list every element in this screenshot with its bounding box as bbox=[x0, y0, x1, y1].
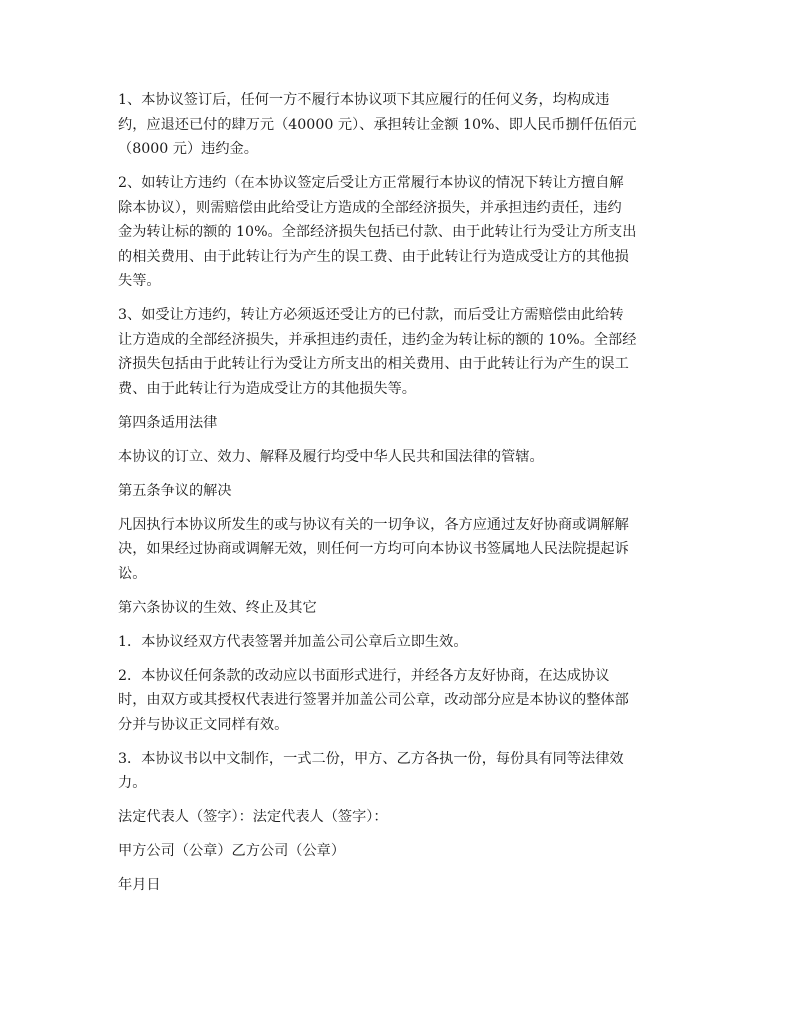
article-6-item-2: 2．本协议任何条款的改动应以书面形式进行，并经各方友好协商，在达成协议 时，由双方或其授权代表进行签署并加盖公司公章，改动部分应是本协议的整体部 分并与协议正文同样有效。 bbox=[118, 667, 629, 733]
clause-transferor-breach: 2、如转让方违约（在本协议签定后受让方正常履行本协议的情况下转让方擅自解 除本协议），则需赔偿由此给受让方造成的全部经济损失，并承担违约责任，违约 金为转让标的额的 10%。全部经济损失包括已付款、由于此转让行为受让方所支出 的相关费用、由于此转让行为产生的误工费、由于此转让行为造成受让方的其他损 失等。 bbox=[118, 175, 637, 289]
article-4-heading: 第四条适用法律 bbox=[118, 414, 218, 431]
signature-line: 法定代表人（签字）：法定代表人（签字）： bbox=[118, 809, 388, 825]
article-4-text: 本协议的订立、效力、解释及履行均受中华人民共和国法律的管辖。 bbox=[118, 448, 544, 465]
company-seal-line: 甲方公司（公章）乙方公司（公章） bbox=[118, 843, 346, 859]
clause-breach-general: 1、本协议签订后，任何一方不履行本协议项下其应履行的任何义务，均构成违 约，应退还已付的肆万元（40000 元）、承担转让金额 10%、即人民币捌仟伍佰元 （8000 元）违约金。 bbox=[118, 92, 637, 157]
article-5-text: 凡因执行本协议所发生的或与协议有关的一切争议，各方应通过友好协商或调解解 决，如果经过协商或调解无效，则任何一方均可向本协议书签属地人民法院提起诉 讼。 bbox=[118, 516, 629, 582]
article-6-item-1: 1．本协议经双方代表签署并加盖公司公章后立即生效。 bbox=[118, 633, 468, 650]
document-page bbox=[118, 88, 688, 898]
date-line: 年月日 bbox=[118, 877, 161, 893]
article-5-heading: 第五条争议的解决 bbox=[118, 482, 232, 499]
clause-transferee-breach: 3、如受让方违约，转让方必须返还受让方的已付款，而后受让方需赔偿由此给转 让方造成的全部经济损失，并承担违约责任，违约金为转让标的额的 10%。全部经 济损失包括由于此转让行为受让方所支出的相关费用、由于此转让行为产生的误工 费、由于此转让行为造成受让方的其他损失等。 bbox=[118, 307, 637, 397]
article-6-item-3: 3．本协议书以中文制作，一式二份，甲方、乙方各执一份，每份具有同等法律效 力。 bbox=[118, 750, 624, 791]
article-6-heading: 第六条协议的生效、终止及其它 bbox=[118, 599, 317, 616]
